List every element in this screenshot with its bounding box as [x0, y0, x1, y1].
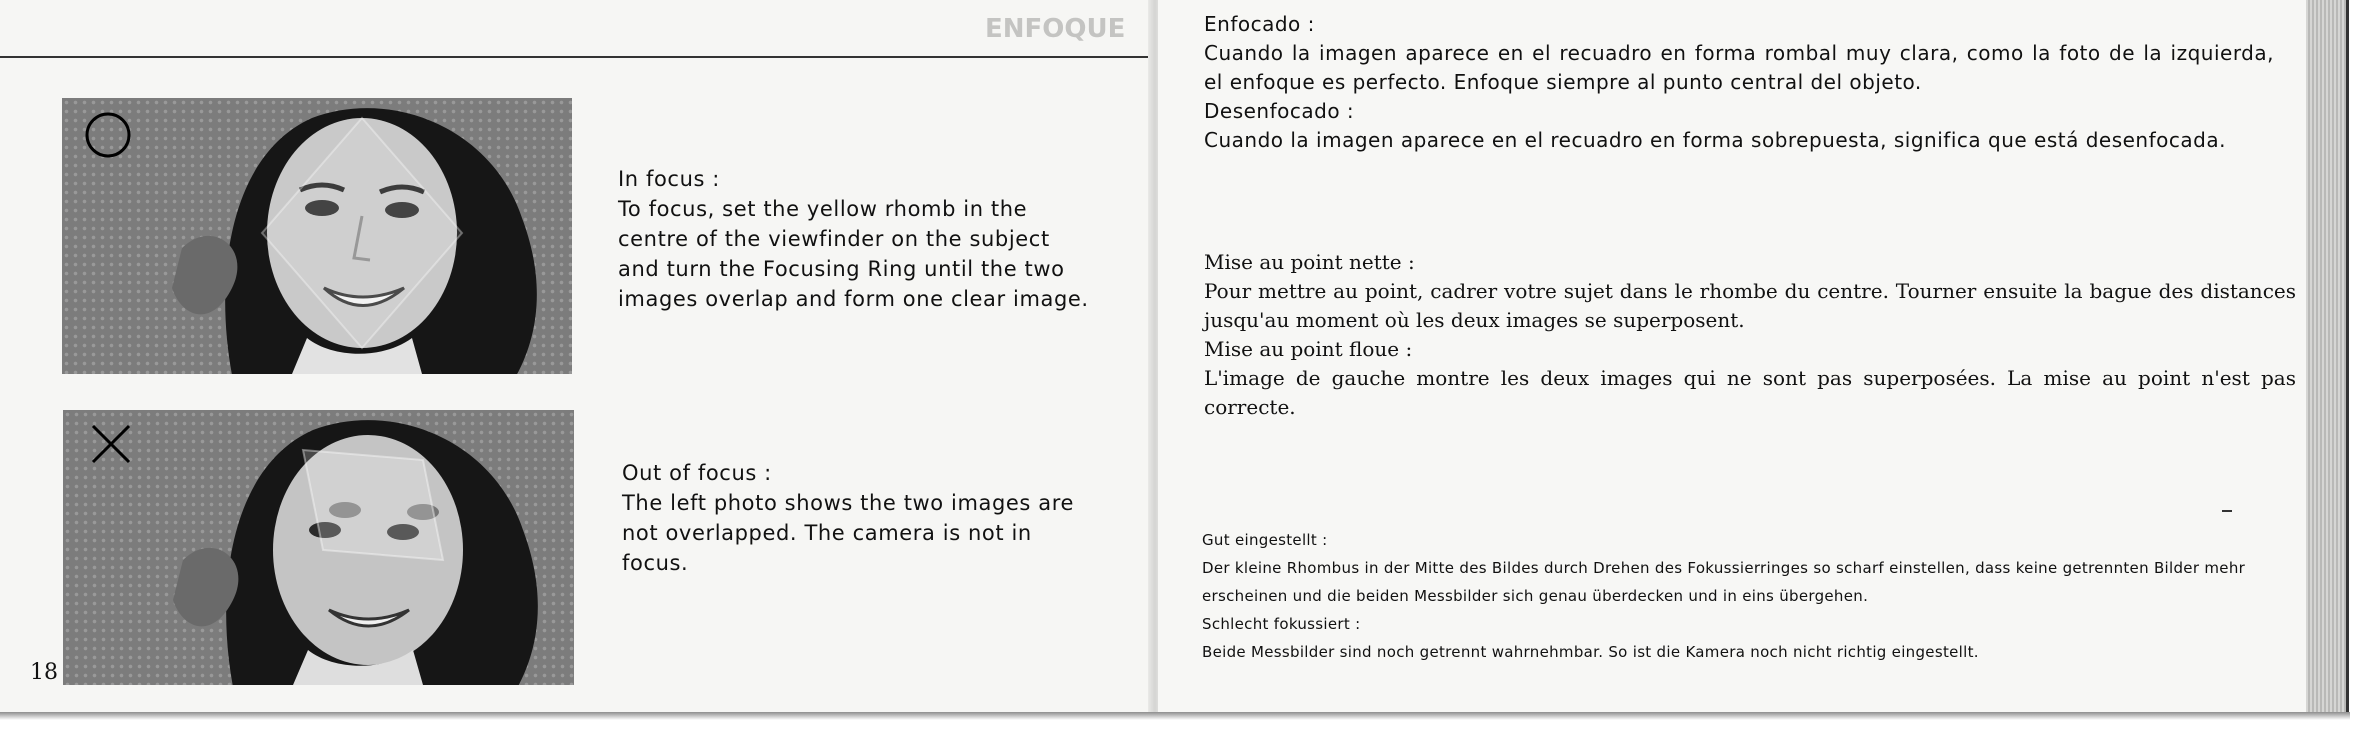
german-section	[1202, 526, 2272, 666]
right-page	[1158, 0, 2306, 712]
french-unfocused-body: L'image de gauche montre les deux images qui ne sont pas superposées. La mise au point n'est pas correcte.	[1204, 366, 2296, 419]
french-unfocused-title: Mise au point floue :	[1204, 337, 1413, 361]
german-focused-body: Der kleine Rhombus in der Mitte des Bildes durch Drehen des Fokussierringes so scharf einstellen, dass keine getrennten Bilder mehr erscheinen und die beiden Messbilder sich genau überdecken und in eins übergehen.	[1202, 559, 2246, 605]
out-of-focus-caption	[622, 458, 1102, 578]
in-focus-caption	[618, 164, 1098, 314]
spanish-unfocused-body: Cuando la imagen aparece en el recuadro en forma sobrepuesta, significa que está desenfocada.	[1204, 128, 2226, 152]
margin-dash	[2222, 510, 2232, 512]
top-rule	[0, 56, 1152, 58]
german-unfocused-title: Schlecht fokussiert :	[1202, 615, 1361, 633]
show-through-heading: ENFOQUE	[985, 14, 1126, 44]
german-focused-title: Gut eingestellt :	[1202, 531, 1328, 549]
german-unfocused-body: Beide Messbilder sind noch getrennt wahrnehmbar. So ist die Kamera noch nicht richtig eingestellt.	[1202, 643, 1979, 661]
out-of-focus-body: The left photo shows the two images are not overlapped. The camera is not in focus.	[622, 491, 1075, 575]
spanish-section	[1204, 10, 2274, 155]
in-focus-portrait	[62, 98, 572, 374]
french-section	[1204, 248, 2296, 422]
out-of-focus-title: Out of focus :	[622, 461, 772, 485]
out-of-focus-photo	[63, 410, 574, 685]
french-focused-title: Mise au point nette :	[1204, 250, 1415, 274]
page-number: 18	[30, 660, 58, 685]
spanish-focused-body: Cuando la imagen aparece en el recuadro en forma rombal muy clara, como la foto de la izquierda, el enfoque es perfecto. Enfoque siempre al punto central del objeto.	[1204, 41, 2274, 94]
bottom-shadow	[0, 712, 2350, 720]
page-block-edge	[2306, 0, 2349, 716]
left-page	[0, 0, 1153, 712]
in-focus-photo	[62, 98, 572, 374]
in-focus-title: In focus :	[618, 167, 720, 191]
cross-icon	[87, 420, 135, 468]
circle-icon	[84, 111, 132, 159]
french-focused-body: Pour mettre au point, cadrer votre sujet dans le rhombe du centre. Tourner ensuite la bague des distances jusqu'au moment où les deux images se superposent.	[1204, 279, 2296, 332]
out-of-focus-portrait	[63, 410, 574, 685]
spanish-focused-title: Enfocado :	[1204, 12, 1315, 36]
spanish-unfocused-title: Desenfocado :	[1204, 99, 1355, 123]
in-focus-body: To focus, set the yellow rhomb in the centre of the viewfinder on the subject and turn the Focusing Ring until the two images overlap and form one clear image.	[618, 197, 1089, 311]
